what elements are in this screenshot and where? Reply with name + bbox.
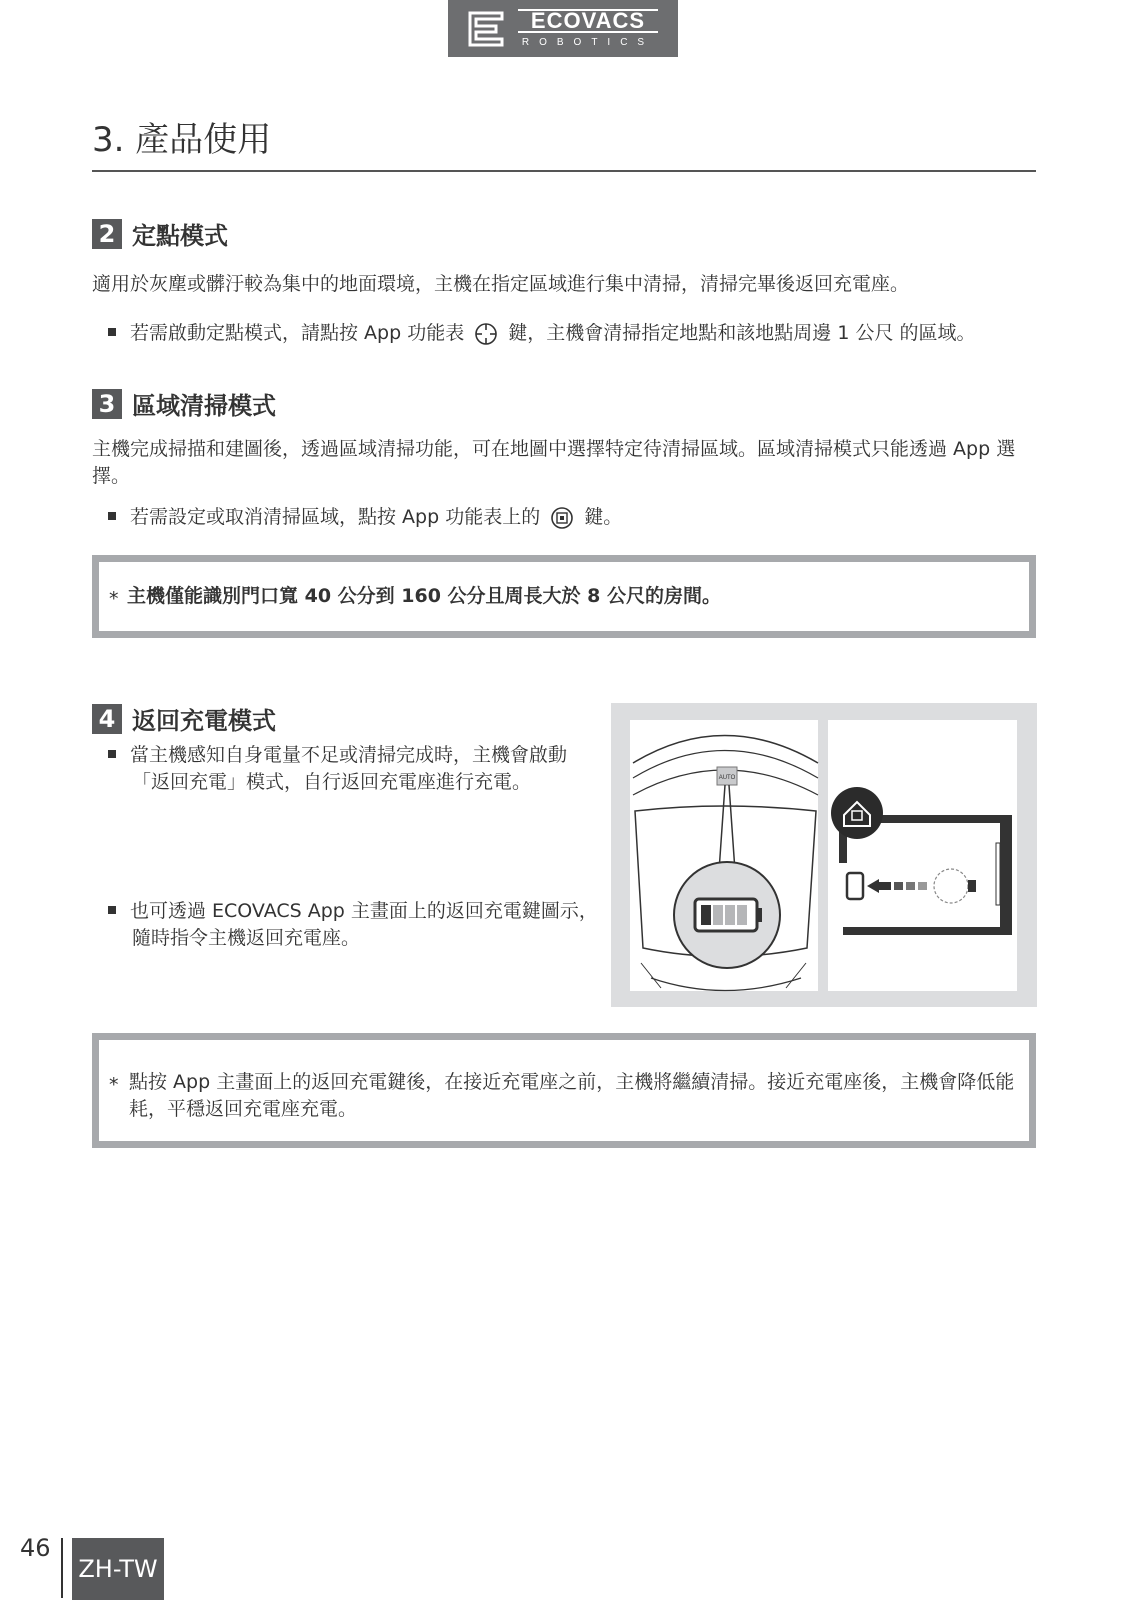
bullet-text: 鍵。 xyxy=(584,506,623,528)
logo-sub: ROBOTICS xyxy=(521,37,655,48)
section-title: 定點模式 xyxy=(132,222,228,250)
language-tag: ZH-TW xyxy=(72,1538,164,1600)
bullet-square-icon xyxy=(108,906,116,914)
chapter-title: 3. 產品使用 xyxy=(92,120,272,160)
section-number: 2 xyxy=(92,219,122,249)
ecovacs-logo xyxy=(448,0,678,57)
section-head-spot xyxy=(92,216,228,251)
section-paragraph: 主機完成掃描和建圖後，透過區域清掃功能，可在地圖中選擇特定待清掃區域。區域清掃模式只能透過 App 選擇。 xyxy=(92,438,1016,487)
note-asterisk: * xyxy=(109,588,119,610)
section-title: 返回充電模式 xyxy=(132,707,276,735)
section-head-area xyxy=(92,386,276,421)
section-head-charge xyxy=(92,701,276,736)
note-room-detection xyxy=(92,555,1036,638)
bullet-text: 當主機感知自身電量不足或清掃完成時，主機會啟動「返回充電」模式，自行返回充電座進行充電。 xyxy=(130,744,568,793)
bullet-text: 若需啟動定點模式，請點按 App 功能表 xyxy=(130,322,465,344)
section-number: 3 xyxy=(92,389,122,419)
list-item xyxy=(108,742,602,796)
title-rule xyxy=(92,170,1036,172)
spot-target-icon xyxy=(474,322,498,346)
note-text: 點按 App 主畫面上的返回充電鍵後，在接近充電座之前，主機將繼續清掃。接近充電座後，主機會降低能耗，平穩返回充電座充電。 xyxy=(129,1071,1015,1120)
bullet-text: 若需設定或取消清掃區域，點按 App 功能表上的 xyxy=(130,506,541,528)
return-charge-illustration xyxy=(611,703,1037,1007)
page-separator xyxy=(61,1538,63,1598)
note-text: 主機僅能識別門口寬 40 公分到 160 公分且周長大於 8 公尺的房間。 xyxy=(127,585,722,607)
section-paragraph: 適用於灰塵或髒汙較為集中的地面環境，主機在指定區域進行集中清掃，清掃完畢後返回充電座。 xyxy=(92,273,910,295)
section-title: 區域清掃模式 xyxy=(132,392,276,420)
section-number: 4 xyxy=(92,704,122,734)
list-item xyxy=(108,504,622,531)
list-item xyxy=(108,320,976,347)
area-icon xyxy=(550,506,574,530)
note-asterisk: * xyxy=(109,1074,119,1096)
logo-brand: ECOVACS xyxy=(518,9,658,33)
bullet-text: 也可透過 ECOVACS App 主畫面上的返回充電鍵圖示，隨時指令主機返回充電座。 xyxy=(130,900,598,949)
page-number: 46 xyxy=(20,1534,51,1562)
auto-button-label: AUTO xyxy=(718,775,736,781)
home-charge-icon xyxy=(831,787,883,839)
bullet-square-icon xyxy=(108,512,116,520)
bullet-square-icon xyxy=(108,750,116,758)
note-return-charge xyxy=(92,1033,1036,1148)
ecovacs-mark-icon xyxy=(466,10,506,48)
illustration-svg xyxy=(611,703,1037,1007)
list-item xyxy=(108,898,602,952)
bullet-square-icon xyxy=(108,328,116,336)
bullet-text: 鍵，主機會清掃指定地點和該地點周邊 1 公尺 的區域。 xyxy=(508,322,976,344)
